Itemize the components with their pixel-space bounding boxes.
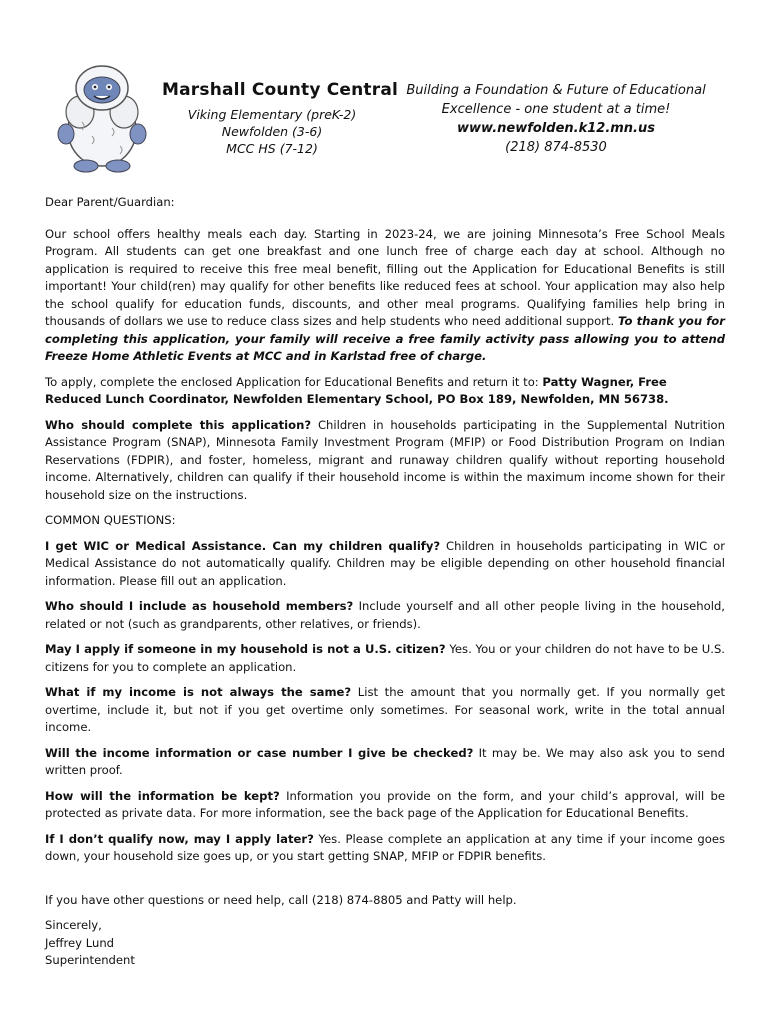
faq-question: I get WIC or Medical Assistance. Can my children qualify? xyxy=(45,538,441,553)
signature-block xyxy=(45,917,725,970)
faq-answer: List the amount that you normally get. If you normally get overtime, include it, but not if you get overtime only sometimes. For seasonal work, write in the total annual income. xyxy=(45,685,726,734)
faq-question: Will the income information or case number I give be checked? xyxy=(45,745,474,760)
closing-help: If you have other questions or need help, call (218) 874-8805 and Patty will help. xyxy=(45,892,517,907)
faq-item xyxy=(45,831,725,866)
tagline-line2: Excellence - one student at a time! xyxy=(441,102,671,117)
faq-answer: Children in households participating in WIC or Medical Assistance do not automatically qualify. Children may be eligible depending on other household financial information. Please fill out an application. xyxy=(45,538,725,588)
phone-number: (218) 874-8530 xyxy=(505,140,607,155)
faq-item xyxy=(45,745,725,780)
letter-body xyxy=(45,194,725,970)
school-high: MCC HS (7-12) xyxy=(226,141,318,156)
faq-answer: Yes. Please complete an application at any time if your income goes down, your household size goes up, or you start getting SNAP, MFIP or FDPIR benefits. xyxy=(45,831,725,863)
apply-text: To apply, complete the enclosed Application for Educational Benefits and return it to: xyxy=(45,374,539,389)
intro-text: Our school offers healthy meals each day. Starting in 2023-24, we are joining Minnesota’s Free School Meals Program. All students can get one breakfast and one lunch free of charge each day at school. Although no application is required to receive this free meal benefit, filling out the Application for Educational Benefits is still important! Your child(ren) may qualify for other benefits like reduced fees at school. Your application may also help the school qualify for education funds, discounts, and other meal programs. Qualifying families help bring in thousands of dollars we use to reduce class sizes and help students who need additional support. xyxy=(45,226,725,328)
who-question: Who should complete this application? xyxy=(45,417,312,432)
signer-name: Jeffrey Lund xyxy=(45,935,115,950)
faq-answer: It may be. We may also ask you to send written proof. xyxy=(45,745,725,777)
who-paragraph xyxy=(45,417,725,505)
faq-question: If I don’t qualify now, may I apply later? xyxy=(45,831,314,846)
yeti-mascot-icon xyxy=(52,62,152,174)
salutation: Dear Parent/Guardian: xyxy=(45,195,175,209)
common-questions-heading: COMMON QUESTIONS: xyxy=(45,513,176,527)
faq-answer: Information you provide on the form, and your child’s approval, will be protected as private data. For more information, see the back page of the Application for Educational Benefits. xyxy=(45,788,726,820)
faq-item xyxy=(45,684,725,737)
school-newfolden: Newfolden (3-6) xyxy=(221,124,323,139)
faq-item xyxy=(45,641,725,676)
faq-answer: Include yourself and all other people living in the household, related or not (such as grandparents, other relatives, or friends). xyxy=(45,599,725,631)
school-elementary: Viking Elementary (preK-2) xyxy=(187,107,357,122)
apply-contact: Patty Wagner, Free Reduced Lunch Coordinator, Newfolden Elementary School, PO Box 189, Newfolden, MN 56738. xyxy=(45,374,669,406)
school-list xyxy=(162,106,382,157)
tagline-line1: Building a Foundation & Future of Educational xyxy=(406,83,706,98)
intro-emphasis: To thank you for completing this application, your family will receive a free family activity pass allowing you to attend Freeze Home Athletic Events at MCC and in Karlstad free of charge. xyxy=(45,314,725,363)
who-answer: Children in households participating in the Supplemental Nutrition Assistance Program (SNAP), Minnesota Family Investment Program (MFIP) or Food Distribution Program on Indian Reservations (FDPIR), and foster, homeless, migrant and runaway children qualify without reporting household income. Alternatively, children can qualify if their household income is within the maximum income shown for their household size on the instructions. xyxy=(45,417,725,502)
apply-paragraph xyxy=(45,374,725,409)
faq-question: How will the information be kept? xyxy=(45,788,280,803)
website-link[interactable]: www.newfolden.k12.mn.us xyxy=(457,121,655,136)
faq-item xyxy=(45,788,725,823)
signoff: Sincerely, xyxy=(45,918,102,932)
faq-question: May I apply if someone in my household is not a U.S. citizen? xyxy=(45,642,446,656)
faq-item xyxy=(45,538,725,591)
faq-item xyxy=(45,598,725,633)
signer-title: Superintendent xyxy=(45,953,135,967)
school-name: Marshall County Central xyxy=(162,80,399,100)
letterhead xyxy=(0,0,770,185)
faq-question: Who should I include as household members? xyxy=(45,599,354,613)
intro-paragraph xyxy=(45,226,725,366)
faq-answer: Yes. You or your children do not have to be U.S. citizens for you to complete an application. xyxy=(45,642,725,674)
faq-question: What if my income is not always the same? xyxy=(45,685,352,699)
tagline-block xyxy=(388,81,724,157)
